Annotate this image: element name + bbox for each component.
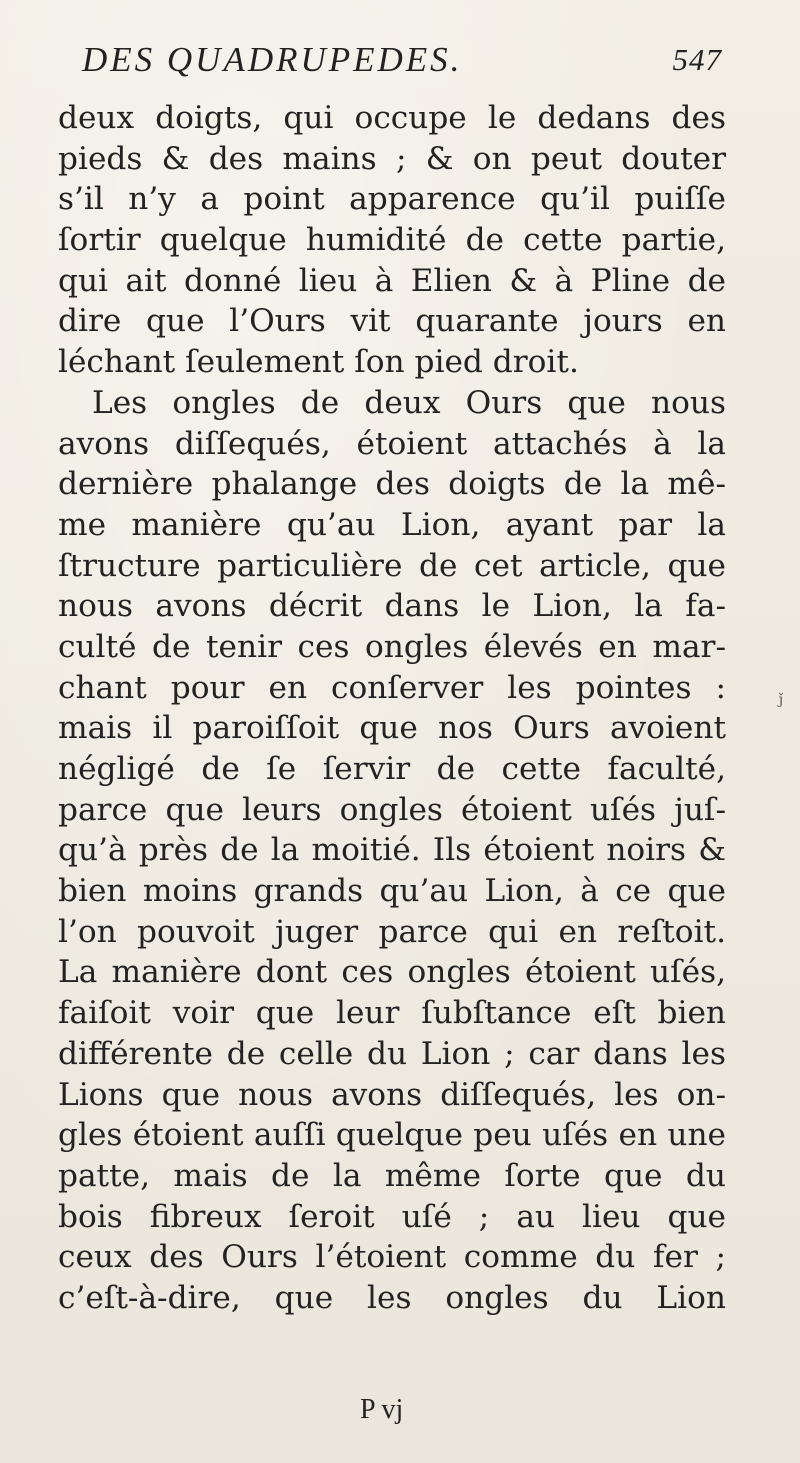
text-line: ceux des Ours l’étoient comme du fer ; [58, 1239, 726, 1276]
text-line: culté de tenir ces ongles élevés en mar- [58, 628, 726, 665]
text-line: négligé de ſe ſervir de cette faculté, [58, 751, 726, 787]
text-line: bois fibreux ſeroit uſé ; au lieu que [58, 1198, 726, 1235]
text-line: mais il paroiſſoit que nos Ours avoient [58, 710, 726, 747]
text-line: ſtructure particulière de cet article, que [58, 547, 726, 584]
text-line: parce que leurs ongles étoient uſés juſ- [58, 791, 726, 828]
text-line: nous avons décrit dans le Lion, la fa- [58, 588, 726, 625]
margin-mark: ǰ [778, 692, 784, 708]
text-line: gles étoient auſſi quelque peu uſés en une [58, 1117, 726, 1154]
text-line: deux doigts, qui occupe le dedans des [58, 100, 726, 136]
text-line: patte, mais de la même ſorte que du [58, 1157, 726, 1194]
text-line: l’on pouvoit juger parce qui en reſtoit. [58, 913, 726, 950]
text-line: me manière qu’au Lion, ayant par la [58, 506, 726, 543]
running-title: DES QUADRUPEDES. [82, 40, 463, 79]
text-line: dernière phalange des doigts de la mê- [58, 466, 726, 503]
text-line: s’il n’y a point apparence qu’il puiſſe [58, 181, 726, 218]
text-line: qui ait donné lieu à Elien & à Pline de [58, 262, 726, 299]
text-line: c’eſt-à-dire, que les ongles du Lion [58, 1279, 726, 1316]
text-line: ſortir quelque humidité de cette partie, [58, 222, 726, 259]
text-line: qu’à près de la moitié. Ils étoient noirs & [58, 832, 726, 869]
page-header [82, 40, 722, 90]
text-line: chant pour en conſerver les pointes : [58, 669, 726, 706]
text-line: léchant ſeulement ſon pied droit. [58, 344, 579, 381]
text-line: bien moins grands qu’au Lion, à ce que [58, 873, 726, 910]
text-line: pieds & des mains ; & on peut douter [58, 140, 726, 177]
text-line: Lions que nous avons diſſequés, les on- [58, 1076, 726, 1113]
signature-mark: P vj [360, 1394, 404, 1425]
body-text [58, 98, 726, 1319]
page-number: 547 [672, 42, 722, 77]
text-line: faiſoit voir que leur ſubſtance eſt bien [58, 995, 726, 1032]
text-line: dire que l’Ours vit quarante jours en [58, 303, 726, 340]
text-line: différente de celle du Lion ; car dans les [58, 1035, 726, 1072]
text-line: La manière dont ces ongles étoient uſés, [58, 954, 726, 991]
text-line: Les ongles de deux Ours que nous [92, 384, 726, 421]
text-line: avons diſſequés, étoient attachés à la [58, 425, 726, 462]
